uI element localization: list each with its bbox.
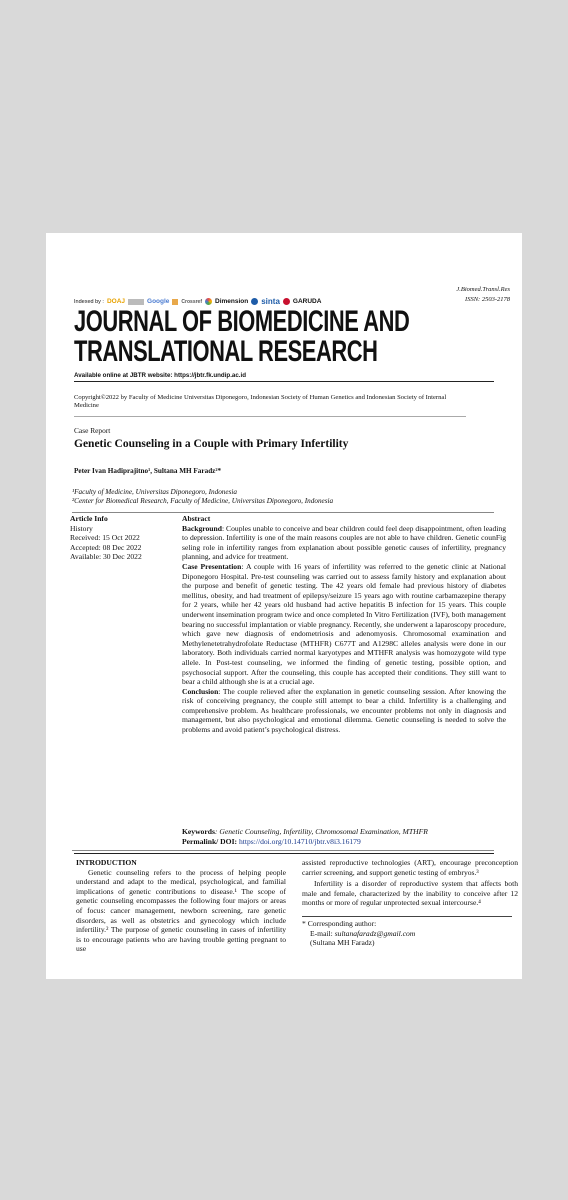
keywords-block xyxy=(182,827,428,847)
intro-right-paragraph-1: assisted reproductive technologies (ART), encourage preconception carrier screening, and support genetic testing of embryos.³ xyxy=(302,858,518,877)
keywords-text: : Genetic Counseling, Infertility, Chromosomal Examination, MTHFR xyxy=(214,827,428,836)
background-text: : Couples unable to conceive and bear children could feel deep disappointment, often leading to depression. Infertility is one of the main reasons couples are not able to have children. Genetic counFig seling role in infertility ranges from explanation about possible genetic causes of infertility, pregnancy planning, and advice for treatment. xyxy=(182,523,506,562)
journal-title xyxy=(74,305,410,368)
copyright-rule xyxy=(74,416,466,417)
email-address[interactable]: sultanafaradz@gmail.com xyxy=(334,928,416,938)
corresponding-name: (Sultana MH Faradz) xyxy=(310,938,375,948)
dimension-logo: Dimension xyxy=(215,298,249,305)
doi-link[interactable]: https://doi.org/10.14710/jbtr.v8i3.16179 xyxy=(238,837,361,846)
permalink xyxy=(182,837,428,847)
affiliations xyxy=(72,488,333,506)
sinta-logo: sinta xyxy=(261,297,280,306)
crossref-icon xyxy=(172,299,178,305)
case-label: Case Presentation xyxy=(182,561,242,571)
affiliation-1: ¹Faculty of Medicine, Universitas Diponegoro, Indonesia xyxy=(72,488,237,496)
keywords xyxy=(182,827,428,837)
journal-abbrev: J.Biomed.Transl.Res xyxy=(456,286,510,293)
doaj-logo: DOAJ xyxy=(106,298,126,305)
header-rule xyxy=(74,381,494,382)
abstract-conclusion xyxy=(182,687,506,735)
article-title: Genetic Counseling in a Couple with Primary Infertility xyxy=(74,438,349,450)
conclusion-label: Conclusion xyxy=(182,686,219,696)
indexed-by-label: Indexed by : xyxy=(74,298,104,305)
case-text: : A couple with 16 years of infertility was referred to the genetic clinic at National Diponegoro Hospital. Pre-test counseling was carried out to assess family history and explanation about the purpose and benefit of genetic testing. The 42 years old female had previous history of diabetes mellitus, obesity, and had treatment of epilepsy/seizure 15 years ago with routine carbamazepine therapy for 2 years, while her 42 years old husband had active hepatitis B infection for 15 years. This couple underwent insemination program twice and once completed In Vitro Fertilization (IVF), both management bearing no successful implantation or viable pregnancy. Recently, she underwent a laparoscopy procedure, which gave new diagnosis of endometriosis and adenomyosis. Chromosomal examination and Methylenetetrahydrofolate Reductase (MTHFR) C677T and A1298C alleles analysis were done in our laboratory. Both individuals carried normal karyotypes and MTHFR analysis was homozygote wild type allele. In Post-test counseling, we informed the finding of genetic testing, possible option, and psychosocial support. After the counseling, this couple has accepted their conditions. They still want to bear a child although she is at a crucial age. xyxy=(182,561,506,687)
dimension-icon xyxy=(205,298,212,305)
copyright: Copyright©2022 by Faculty of Medicine Universitas Diponegoro, Indonesian Society of Human Genetics and Indonesian Society of Internal Medicine xyxy=(74,394,447,410)
journal-title-line2: TRANSLATIONAL RESEARCH xyxy=(74,335,378,368)
available-online: Available online at JBTR website: https://jbtr.fk.undip.ac.id xyxy=(74,372,247,379)
article-info xyxy=(70,514,174,562)
issn: ISSN: 2503-2178 xyxy=(465,296,510,303)
garuda-icon xyxy=(283,298,290,305)
journal-page xyxy=(46,233,522,979)
corresponding-author: * Corresponding author: xyxy=(302,918,377,928)
background-label: Background xyxy=(182,523,222,533)
permalink-label: Permalink/ DOI: xyxy=(182,837,238,846)
intro-paragraph-1: Genetic counseling refers to the process of helping people understand and adapt to the medical, psychological, and familial implications of genetic contributions to disease.¹ The scope of genetic counseling encompasses the following four majors or areas of focus: cancer management, newborn screening, rare genetic disorders, as well as obstetrics and gynecology which include infertility.² The purpose of genetic counseling in cases of infertility is to encourage patients who are having trouble getting pregnant to use xyxy=(76,867,286,954)
garuda-logo: GARUDA xyxy=(292,298,322,305)
email-line xyxy=(302,929,518,939)
email-label: E-mail: xyxy=(310,928,333,938)
logo-placeholder-icon xyxy=(128,299,144,305)
available-date: Available: 30 Dec 2022 xyxy=(70,552,142,562)
google-logo: Google xyxy=(147,298,170,305)
article-type: Case Report xyxy=(74,426,111,435)
journal-title-line1: JOURNAL OF BIOMEDICINE AND xyxy=(74,305,410,338)
intro-right-paragraph-2: Infertility is a disorder of reproductive system that affects both male and female, characterized by the inability to conceive after 12 months or more of regular unprotected sexual intercourse.⁴ xyxy=(302,879,518,908)
conclusion-text: : The couple relieved after the explanation in genetic counseling session. After knowing the risk of conceiving pregnancy, the couple still attempt to bear a child. Infertility is a challenging and comprehensive problem. As healthcare professionals, we encounter problems not only in diagnosis and management, but also psychological and emotional dilemma. Genetic counseling is needed to solve the problems and avoid patient’s psychological distress. xyxy=(182,686,506,735)
sinta-icon xyxy=(251,298,258,305)
abstract-case xyxy=(182,562,506,687)
authors: Peter Ivan Hadiprajitno¹, Sultana MH Faradz²* xyxy=(74,467,222,475)
accepted-date: Accepted: 08 Dec 2022 xyxy=(70,542,142,552)
intro-left-col xyxy=(76,858,286,954)
abstract-background xyxy=(182,524,506,562)
abstract-heading: Abstract xyxy=(182,514,211,523)
received-date: Received: 15 Oct 2022 xyxy=(70,533,140,543)
intro-right-col xyxy=(302,858,518,948)
article-info-heading: Article Info xyxy=(70,514,108,523)
footnote-rule xyxy=(302,916,512,917)
abstract xyxy=(182,514,506,735)
keywords-label: Keywords xyxy=(182,827,215,836)
history-label: History xyxy=(70,523,93,533)
affiliation-2: ²Center for Biomedical Research, Faculty of Medicine, Universitas Diponegoro, Indonesia xyxy=(72,497,334,505)
intro-rule xyxy=(74,853,494,854)
intro-heading: INTRODUCTION xyxy=(76,858,137,867)
crossref-logo: Crossref xyxy=(181,298,202,305)
